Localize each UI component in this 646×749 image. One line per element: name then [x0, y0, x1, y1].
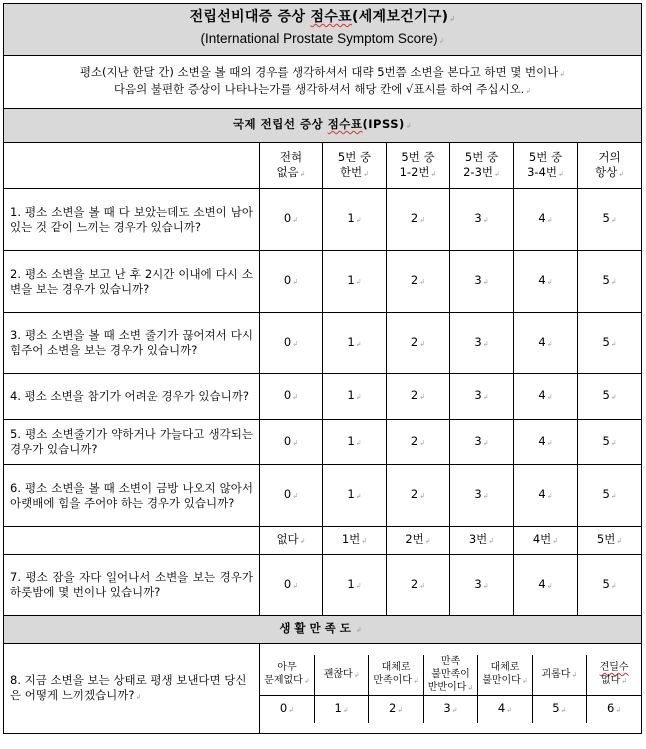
- score-option[interactable]: 0↲: [260, 465, 323, 527]
- satisfaction-question: 8. 지금 소변을 보는 상태로 평생 보낸다면 당신은 어떻게 느끼겠습니까?↲: [4, 644, 260, 734]
- question-text: 7. 평소 잠을 자다 일어나서 소변을 보는 경우가 하룻밤에 몇 번이나 있습니까?: [4, 555, 260, 616]
- score-option[interactable]: 2↲: [387, 251, 450, 313]
- score-option[interactable]: 5↲: [578, 251, 642, 313]
- document-subtitle: (International Prostate Symptom Score)↲: [200, 31, 445, 46]
- column-header-row: [4, 143, 642, 189]
- score-option[interactable]: 4↲: [514, 189, 578, 251]
- question-row: [4, 374, 642, 420]
- score-option[interactable]: 1↲: [323, 251, 387, 313]
- score-option[interactable]: 4↲: [514, 374, 578, 420]
- score-option[interactable]: 4↲: [514, 465, 578, 527]
- score-option[interactable]: 3↲: [450, 189, 514, 251]
- score-option[interactable]: 0↲: [260, 313, 323, 374]
- score-option[interactable]: 5↲: [578, 465, 642, 527]
- score-option[interactable]: 5↲: [578, 189, 642, 251]
- satisfaction-option-label: 대체로 불만이다↲: [478, 655, 532, 696]
- score-option[interactable]: 3↲: [450, 420, 514, 465]
- satisfaction-score-option[interactable]: 4↲: [478, 695, 532, 723]
- score-option[interactable]: 0↲: [260, 374, 323, 420]
- score-option[interactable]: 5↲: [578, 420, 642, 465]
- score-option[interactable]: 1↲: [323, 189, 387, 251]
- instructions-line-2: 다음의 불편한 증상이 나타나는가를 생각하셔서 해당 칸에 √표시를 하여 주십시오.↲: [113, 82, 532, 96]
- satisfaction-section-title: 생활만족도↲: [4, 616, 642, 644]
- instructions: [4, 56, 642, 109]
- column-header: 5번 중 2-3번↲: [450, 143, 514, 189]
- document-title-cell: [4, 4, 642, 56]
- question-text: 6. 평소 소변을 볼 때 소변이 금방 나오지 않아서 아랫배에 힘을 주어야 하는 경우가 있습니까?: [4, 465, 260, 527]
- score-option[interactable]: 2↲: [387, 189, 450, 251]
- question-row: [4, 465, 642, 527]
- satisfaction-labels-row: [260, 655, 641, 696]
- column-header: 거의 항상↲: [578, 143, 642, 189]
- question-row: [4, 251, 642, 313]
- satisfaction-option-label: 대체로 만족이다↲: [369, 655, 423, 696]
- satisfaction-option-label: 만족 불만족이 반반이다↲: [423, 655, 477, 696]
- satisfaction-score-option[interactable]: 2↲: [369, 695, 423, 723]
- question-text: 1. 평소 소변을 볼 때 다 보았는데도 소변이 남아있는 것 같이 느끼는 경우가 있습니까?: [4, 189, 260, 251]
- question-row: [4, 555, 642, 616]
- ipss-table: [3, 3, 642, 734]
- satisfaction-option-label: 괜찮다↲: [314, 655, 368, 696]
- night-column-header: 4번↲: [514, 527, 578, 555]
- night-column-header: 1번↲: [323, 527, 387, 555]
- instructions-line-1: 평소(지난 한달 간) 소변을 볼 때의 경우를 생각하셔서 대략 5번쯤 소변을 본다고 하면 몇 번이나↲: [79, 65, 566, 79]
- score-option[interactable]: 4↲: [514, 313, 578, 374]
- score-option[interactable]: 0↲: [260, 555, 323, 616]
- score-option[interactable]: 2↲: [387, 374, 450, 420]
- night-column-header: 2번↲: [387, 527, 450, 555]
- score-option[interactable]: 3↲: [450, 251, 514, 313]
- question-text: 2. 평소 소변을 보고 난 후 2시간 이내에 다시 소변을 보는 경우가 있습니까?: [4, 251, 260, 313]
- satisfaction-score-option[interactable]: 6↲: [587, 695, 641, 723]
- night-column-header: 없다↲: [260, 527, 323, 555]
- score-option[interactable]: 2↲: [387, 313, 450, 374]
- score-option[interactable]: 3↲: [450, 374, 514, 420]
- column-header: 전혀 없음↲: [260, 143, 323, 189]
- score-option[interactable]: 2↲: [387, 420, 450, 465]
- score-option[interactable]: 2↲: [387, 465, 450, 527]
- night-header-row: [4, 527, 642, 555]
- document-title: 전립선비대증 증상 점수표(세계보건기구)↲: [189, 9, 456, 25]
- satisfaction-options-cell: [260, 644, 642, 734]
- night-column-header: 5번↲: [578, 527, 642, 555]
- score-option[interactable]: 5↲: [578, 555, 642, 616]
- question-text: 5. 평소 소변줄기가 약하거나 가늘다고 생각되는 경우가 있습니까?: [4, 420, 260, 465]
- question-text: 3. 평소 소변을 볼 때 소변 줄기가 끊어져서 다시 힘주어 소변을 보는 경우가 있습니까?: [4, 313, 260, 374]
- score-option[interactable]: 1↲: [323, 555, 387, 616]
- satisfaction-option-label: 견딜수 없다↲: [587, 655, 641, 696]
- question-row: [4, 420, 642, 465]
- satisfaction-row: [4, 644, 642, 734]
- question-row: [4, 313, 642, 374]
- score-option[interactable]: 1↲: [323, 374, 387, 420]
- satisfaction-options: [260, 655, 641, 723]
- satisfaction-score-option[interactable]: 5↲: [532, 695, 586, 723]
- column-header-blank: [4, 143, 260, 189]
- satisfaction-option-label: 괴롭다↲: [532, 655, 586, 696]
- column-header: 5번 중 한번↲: [323, 143, 387, 189]
- score-option[interactable]: 0↲: [260, 189, 323, 251]
- score-option[interactable]: 4↲: [514, 251, 578, 313]
- score-option[interactable]: 0↲: [260, 251, 323, 313]
- score-option[interactable]: 4↲: [514, 420, 578, 465]
- night-column-header: 3번↲: [450, 527, 514, 555]
- score-option[interactable]: 5↲: [578, 374, 642, 420]
- satisfaction-score-option[interactable]: 3↲: [423, 695, 477, 723]
- score-option[interactable]: 2↲: [387, 555, 450, 616]
- score-option[interactable]: 1↲: [323, 313, 387, 374]
- satisfaction-score-option[interactable]: 1↲: [314, 695, 368, 723]
- score-option[interactable]: 1↲: [323, 420, 387, 465]
- column-header: 5번 중 3-4번↲: [514, 143, 578, 189]
- score-option[interactable]: 4↲: [514, 555, 578, 616]
- score-option[interactable]: 3↲: [450, 313, 514, 374]
- question-text: 4. 평소 소변을 참기가 어려운 경우가 있습니까?: [4, 374, 260, 420]
- score-option[interactable]: 3↲: [450, 465, 514, 527]
- score-option[interactable]: 0↲: [260, 420, 323, 465]
- satisfaction-score-option[interactable]: 0↲: [260, 695, 314, 723]
- ipss-section-title: 국제 전립선 증상 점수표(IPSS)↲: [4, 109, 642, 143]
- paragraph-mark: ↲: [449, 15, 456, 23]
- column-header: 5번 중 1-2번↲: [387, 143, 450, 189]
- score-option[interactable]: 3↲: [450, 555, 514, 616]
- satisfaction-option-label: 아무 문제없다↲: [264, 662, 310, 686]
- question-row: [4, 189, 642, 251]
- score-option[interactable]: 5↲: [578, 313, 642, 374]
- satisfaction-scores-row: [260, 695, 641, 723]
- night-header-blank: [4, 527, 260, 555]
- score-option[interactable]: 1↲: [323, 465, 387, 527]
